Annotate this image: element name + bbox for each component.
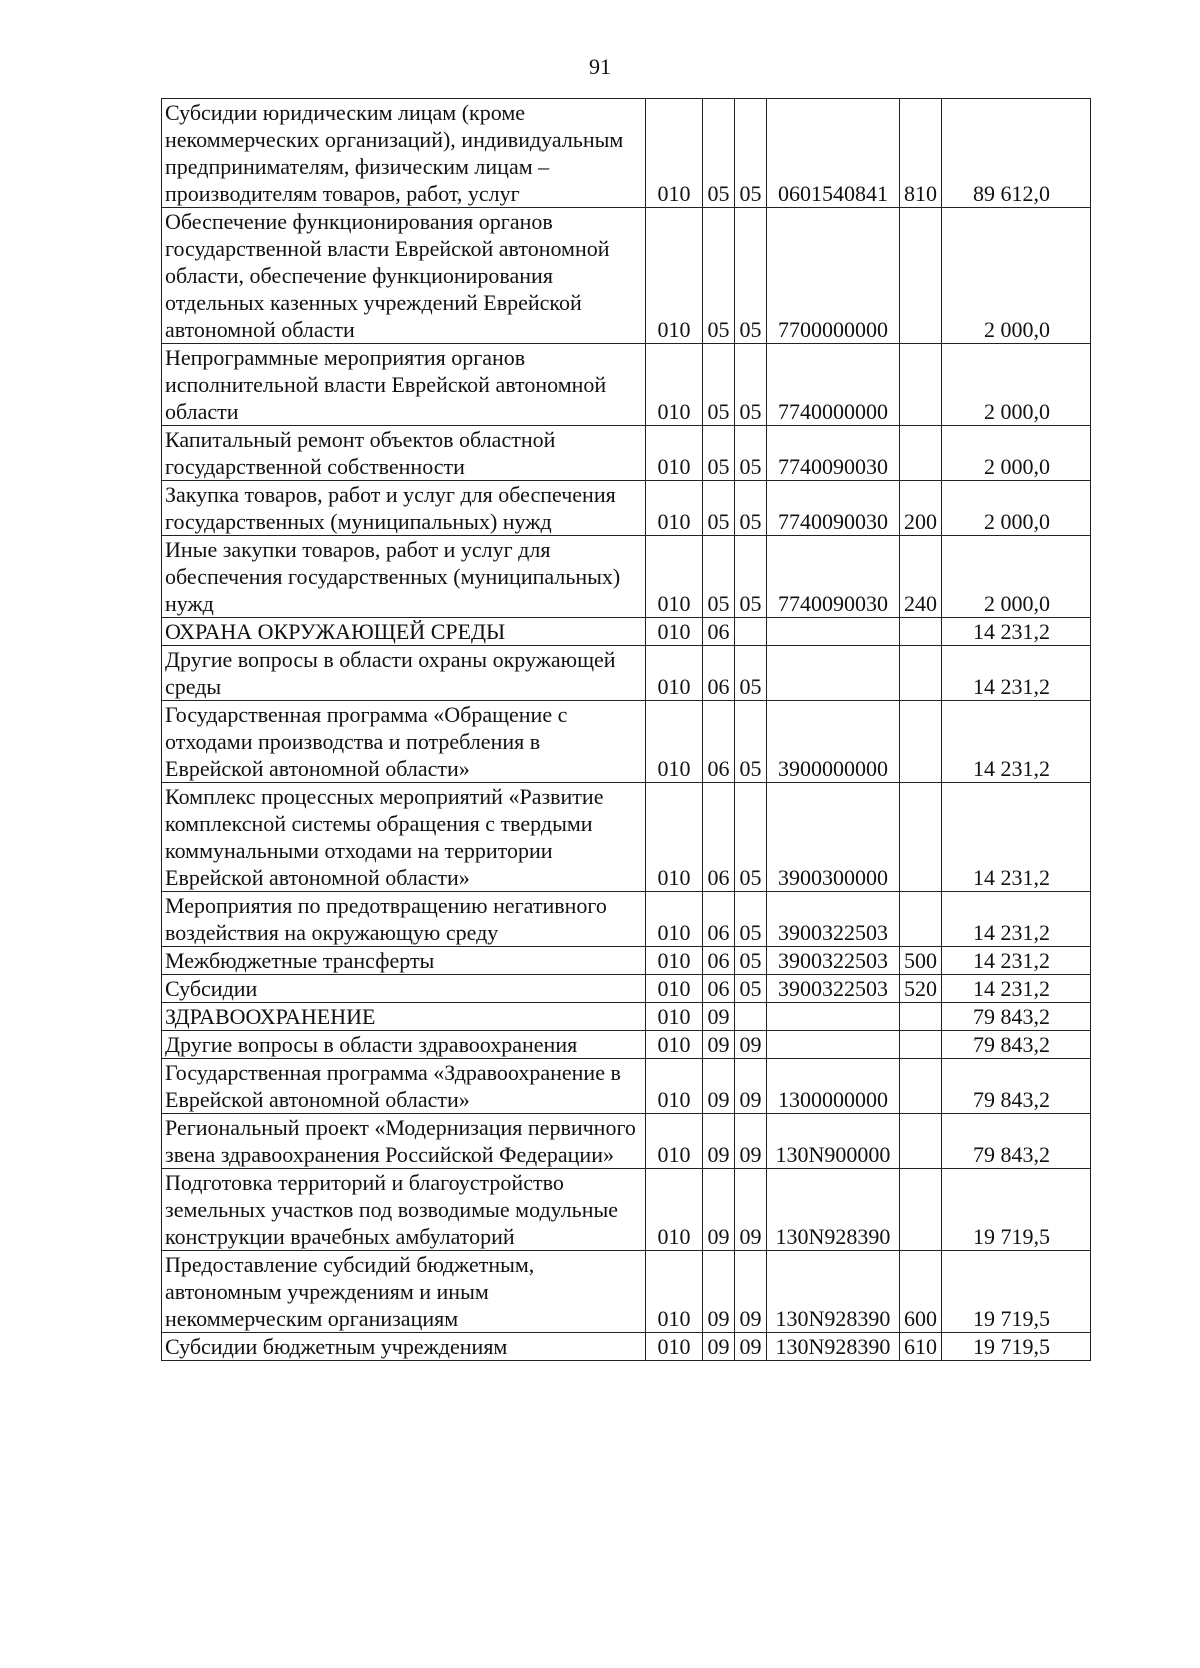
subsection-code: 05 xyxy=(735,208,767,344)
subsection-code: 05 xyxy=(735,892,767,947)
table-row xyxy=(162,947,1091,975)
table-row xyxy=(162,344,1091,426)
row-name: Межбюджетные трансферты xyxy=(162,947,646,975)
expense-type-code xyxy=(900,646,942,701)
target-article-code xyxy=(767,646,900,701)
expense-type-code: 810 xyxy=(900,99,942,208)
amount-value: 2 000,0 xyxy=(942,208,1091,344)
amount-value: 19 719,5 xyxy=(942,1251,1091,1333)
row-name: Государственная программа «Здравоохранение в Еврейской автономной области» xyxy=(162,1059,646,1114)
amount-value: 14 231,2 xyxy=(942,975,1091,1003)
table-row xyxy=(162,426,1091,481)
table-row xyxy=(162,1059,1091,1114)
target-article-code: 3900322503 xyxy=(767,975,900,1003)
amount-value: 14 231,2 xyxy=(942,701,1091,783)
ministry-code: 010 xyxy=(646,1169,703,1251)
target-article-code: 7700000000 xyxy=(767,208,900,344)
target-article-code: 3900300000 xyxy=(767,783,900,892)
expense-type-code xyxy=(900,1003,942,1031)
budget-table-body xyxy=(162,99,1091,1361)
target-article-code xyxy=(767,618,900,646)
subsection-code: 05 xyxy=(735,344,767,426)
target-article-code: 3900322503 xyxy=(767,892,900,947)
amount-value: 79 843,2 xyxy=(942,1003,1091,1031)
expense-type-code: 610 xyxy=(900,1333,942,1361)
expense-type-code: 200 xyxy=(900,481,942,536)
table-row xyxy=(162,1169,1091,1251)
row-name: ЗДРАВООХРАНЕНИЕ xyxy=(162,1003,646,1031)
ministry-code: 010 xyxy=(646,1251,703,1333)
subsection-code: 09 xyxy=(735,1114,767,1169)
ministry-code: 010 xyxy=(646,1003,703,1031)
amount-value: 19 719,5 xyxy=(942,1333,1091,1361)
section-code: 05 xyxy=(703,208,735,344)
row-name: Региональный проект «Модернизация первичного звена здравоохранения Российской Федерации» xyxy=(162,1114,646,1169)
amount-value: 14 231,2 xyxy=(942,783,1091,892)
table-row xyxy=(162,1003,1091,1031)
amount-value: 14 231,2 xyxy=(942,646,1091,701)
row-name: Подготовка территорий и благоустройство земельных участков под возводимые модульные конструкции врачебных амбулаторий xyxy=(162,1169,646,1251)
expense-type-code xyxy=(900,208,942,344)
expense-type-code xyxy=(900,783,942,892)
target-article-code: 7740090030 xyxy=(767,426,900,481)
row-name: Другие вопросы в области охраны окружающей среды xyxy=(162,646,646,701)
amount-value: 14 231,2 xyxy=(942,947,1091,975)
subsection-code: 05 xyxy=(735,99,767,208)
section-code: 05 xyxy=(703,344,735,426)
table-row xyxy=(162,975,1091,1003)
subsection-code xyxy=(735,618,767,646)
section-code: 09 xyxy=(703,1251,735,1333)
amount-value: 79 843,2 xyxy=(942,1031,1091,1059)
ministry-code: 010 xyxy=(646,701,703,783)
page-number: 91 xyxy=(589,54,611,79)
subsection-code: 05 xyxy=(735,947,767,975)
row-name: Мероприятия по предотвращению негативного воздействия на окружающую среду xyxy=(162,892,646,947)
table-row xyxy=(162,208,1091,344)
ministry-code: 010 xyxy=(646,481,703,536)
ministry-code: 010 xyxy=(646,783,703,892)
ministry-code: 010 xyxy=(646,947,703,975)
subsection-code: 05 xyxy=(735,783,767,892)
section-code: 05 xyxy=(703,481,735,536)
row-name: Комплекс процессных мероприятий «Развитие комплексной системы обращения с твердыми коммунальными отходами на территории Еврейской автономной области» xyxy=(162,783,646,892)
target-article-code: 130N928390 xyxy=(767,1251,900,1333)
section-code: 06 xyxy=(703,783,735,892)
expense-type-code xyxy=(900,1114,942,1169)
table-row xyxy=(162,1333,1091,1361)
ministry-code: 010 xyxy=(646,646,703,701)
budget-table xyxy=(161,98,1091,1361)
row-name: Обеспечение функционирования органов государственной власти Еврейской автономной области, обеспечение функционирования отдельных казенных учреждений Еврейской автономной области xyxy=(162,208,646,344)
table-row xyxy=(162,646,1091,701)
table-row xyxy=(162,892,1091,947)
subsection-code: 09 xyxy=(735,1059,767,1114)
amount-value: 14 231,2 xyxy=(942,618,1091,646)
subsection-code: 09 xyxy=(735,1251,767,1333)
amount-value: 2 000,0 xyxy=(942,344,1091,426)
table-row xyxy=(162,1251,1091,1333)
expense-type-code: 600 xyxy=(900,1251,942,1333)
target-article-code: 130N928390 xyxy=(767,1333,900,1361)
expense-type-code xyxy=(900,344,942,426)
subsection-code: 09 xyxy=(735,1333,767,1361)
section-code: 09 xyxy=(703,1114,735,1169)
ministry-code: 010 xyxy=(646,1333,703,1361)
target-article-code: 130N900000 xyxy=(767,1114,900,1169)
target-article-code: 1300000000 xyxy=(767,1059,900,1114)
expense-type-code xyxy=(900,701,942,783)
subsection-code: 05 xyxy=(735,975,767,1003)
ministry-code: 010 xyxy=(646,99,703,208)
row-name: Субсидии бюджетным учреждениям xyxy=(162,1333,646,1361)
table-row xyxy=(162,701,1091,783)
subsection-code xyxy=(735,1003,767,1031)
amount-value: 79 843,2 xyxy=(942,1059,1091,1114)
target-article-code xyxy=(767,1031,900,1059)
subsection-code: 05 xyxy=(735,481,767,536)
row-name: Государственная программа «Обращение с отходами производства и потребления в Еврейской автономной области» xyxy=(162,701,646,783)
amount-value: 19 719,5 xyxy=(942,1169,1091,1251)
expense-type-code: 240 xyxy=(900,536,942,618)
row-name: Предоставление субсидий бюджетным, автономным учреждениям и иным некоммерческим организациям xyxy=(162,1251,646,1333)
table-row xyxy=(162,618,1091,646)
target-article-code: 0601540841 xyxy=(767,99,900,208)
ministry-code: 010 xyxy=(646,1031,703,1059)
expense-type-code xyxy=(900,426,942,481)
section-code: 06 xyxy=(703,618,735,646)
target-article-code xyxy=(767,1003,900,1031)
expense-type-code xyxy=(900,1059,942,1114)
ministry-code: 010 xyxy=(646,1059,703,1114)
subsection-code: 05 xyxy=(735,701,767,783)
amount-value: 2 000,0 xyxy=(942,426,1091,481)
table-row xyxy=(162,783,1091,892)
table-row xyxy=(162,536,1091,618)
section-code: 06 xyxy=(703,892,735,947)
amount-value: 2 000,0 xyxy=(942,481,1091,536)
expense-type-code xyxy=(900,1169,942,1251)
row-name: Иные закупки товаров, работ и услуг для обеспечения государственных (муниципальных) нужд xyxy=(162,536,646,618)
section-code: 05 xyxy=(703,426,735,481)
row-name: Другие вопросы в области здравоохранения xyxy=(162,1031,646,1059)
target-article-code: 130N928390 xyxy=(767,1169,900,1251)
section-code: 06 xyxy=(703,701,735,783)
subsection-code: 05 xyxy=(735,426,767,481)
expense-type-code xyxy=(900,892,942,947)
section-code: 05 xyxy=(703,536,735,618)
section-code: 06 xyxy=(703,975,735,1003)
section-code: 09 xyxy=(703,1169,735,1251)
section-code: 09 xyxy=(703,1003,735,1031)
subsection-code: 09 xyxy=(735,1169,767,1251)
ministry-code: 010 xyxy=(646,426,703,481)
target-article-code: 3900322503 xyxy=(767,947,900,975)
ministry-code: 010 xyxy=(646,208,703,344)
section-code: 06 xyxy=(703,947,735,975)
target-article-code: 7740090030 xyxy=(767,481,900,536)
amount-value: 2 000,0 xyxy=(942,536,1091,618)
ministry-code: 010 xyxy=(646,618,703,646)
section-code: 06 xyxy=(703,646,735,701)
row-name: Непрограммные мероприятия органов исполнительной власти Еврейской автономной области xyxy=(162,344,646,426)
subsection-code: 05 xyxy=(735,646,767,701)
target-article-code: 7740090030 xyxy=(767,536,900,618)
expense-type-code xyxy=(900,1031,942,1059)
target-article-code: 3900000000 xyxy=(767,701,900,783)
ministry-code: 010 xyxy=(646,975,703,1003)
ministry-code: 010 xyxy=(646,344,703,426)
table-row xyxy=(162,1114,1091,1169)
table-row xyxy=(162,481,1091,536)
ministry-code: 010 xyxy=(646,892,703,947)
amount-value: 89 612,0 xyxy=(942,99,1091,208)
row-name: ОХРАНА ОКРУЖАЮЩЕЙ СРЕДЫ xyxy=(162,618,646,646)
section-code: 05 xyxy=(703,99,735,208)
section-code: 09 xyxy=(703,1059,735,1114)
section-code: 09 xyxy=(703,1333,735,1361)
amount-value: 79 843,2 xyxy=(942,1114,1091,1169)
ministry-code: 010 xyxy=(646,1114,703,1169)
amount-value: 14 231,2 xyxy=(942,892,1091,947)
row-name: Капитальный ремонт объектов областной государственной собственности xyxy=(162,426,646,481)
subsection-code: 05 xyxy=(735,536,767,618)
row-name: Субсидии xyxy=(162,975,646,1003)
expense-type-code: 520 xyxy=(900,975,942,1003)
row-name: Закупка товаров, работ и услуг для обеспечения государственных (муниципальных) нужд xyxy=(162,481,646,536)
ministry-code: 010 xyxy=(646,536,703,618)
expense-type-code: 500 xyxy=(900,947,942,975)
subsection-code: 09 xyxy=(735,1031,767,1059)
row-name: Субсидии юридическим лицам (кроме некоммерческих организаций), индивидуальным предпринимателям, физическим лицам – производителям товаров, работ, услуг xyxy=(162,99,646,208)
target-article-code: 7740000000 xyxy=(767,344,900,426)
section-code: 09 xyxy=(703,1031,735,1059)
table-row xyxy=(162,1031,1091,1059)
table-row xyxy=(162,99,1091,208)
expense-type-code xyxy=(900,618,942,646)
